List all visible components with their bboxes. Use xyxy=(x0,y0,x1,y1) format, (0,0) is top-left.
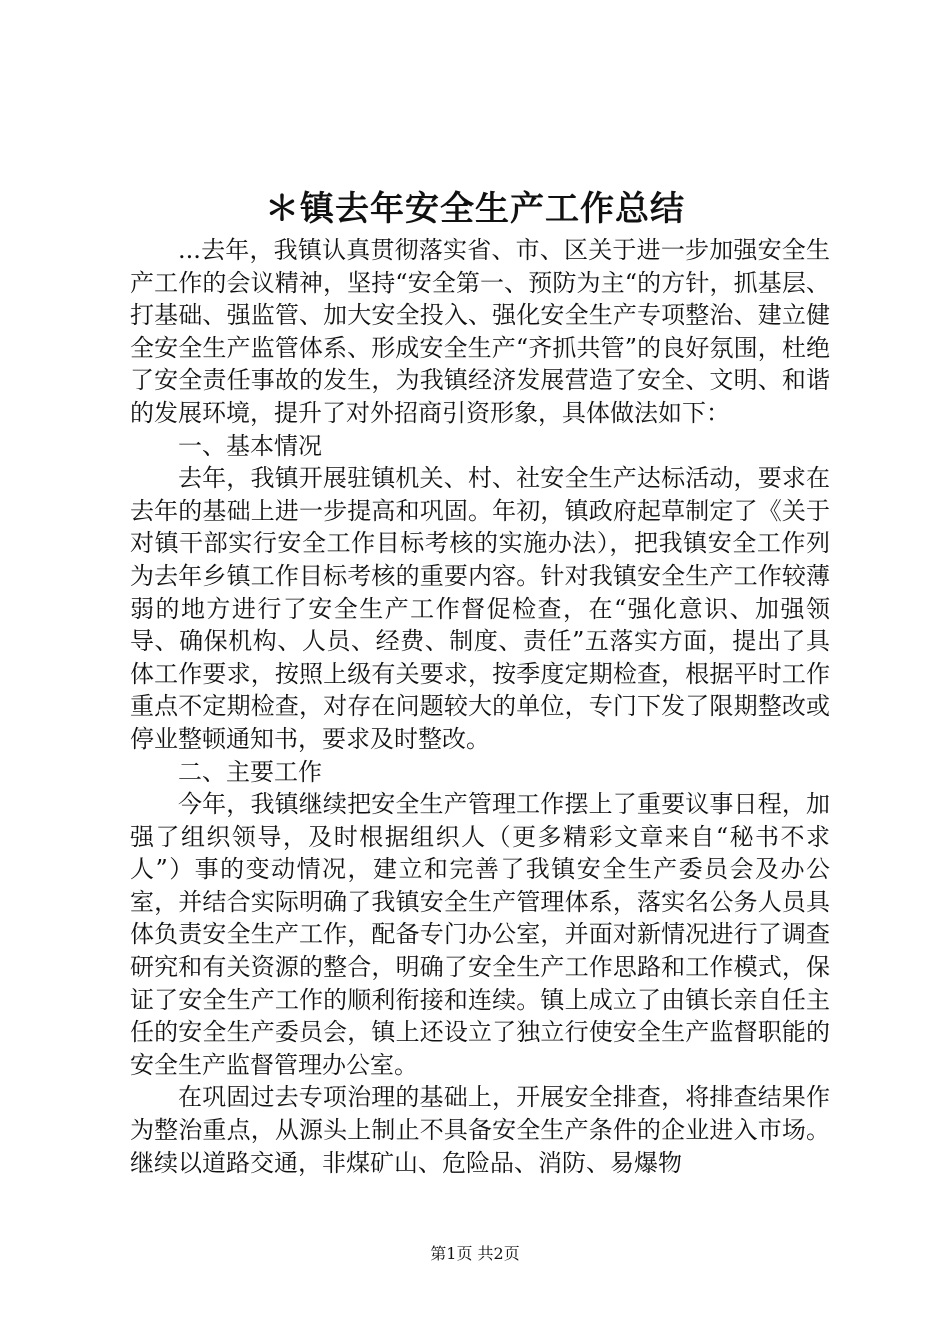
document-title: ＊镇去年安全生产工作总结 xyxy=(265,189,685,229)
paragraph-main-work: 今年，我镇继续把安全生产管理工作摆上了重要议事日程，加强了组织领导，及时根据组织人（更多精彩文章来自“秘书不求人”）事的变动情况，建立和完善了我镇安全生产委员会及办公室，并结合实际明确了我镇安全生产管理体系，落实名公务人员具体负责安全生产工作，配备专门办公室，并面对新情况进行了调查研究和有关资源的整合，明确了安全生产工作思路和工作模式，保证了安全生产工作的顺利衔接和连续。镇上成立了由镇长亲自任主任的安全生产委员会，镇上还设立了独立行使安全生产监督职能的安全生产监督管理办公室。 xyxy=(130,790,830,1079)
paragraph-consolidation: 在巩固过去专项治理的基础上，开展安全排查，将排查结果作为整治重点，从源头上制止不具备安全生产条件的企业进入市场。继续以道路交通，非煤矿山、危险品、消防、易爆物 xyxy=(130,1083,830,1177)
page-footer: 第1页 共2页 xyxy=(430,1244,520,1263)
section-heading-basic-situation: 一、基本情况 xyxy=(178,431,322,460)
document-body xyxy=(130,234,830,1179)
section-heading-main-work: 二、主要工作 xyxy=(178,757,322,786)
paragraph-intro: ...去年，我镇认真贯彻落实省、市、区关于进一步加强安全生产工作的会议精神，坚持“安全第一、预防为主“的方针，抓基层、打基础、强监管、加大安全投入、强化安全生产专项整治、建立健全安全生产监管体系、形成安全生产“齐抓共管”的良好氛围，杜绝了安全责任事故的发生，为我镇经济发展营造了安全、文明、和谐的发展环境，提升了对外招商引资形象，具体做法如下： xyxy=(130,236,830,427)
paragraph-basic-situation: 去年，我镇开展驻镇机关、村、社安全生产达标活动，要求在去年的基础上进一步提高和巩固。年初，镇政府起草制定了《关于对镇干部实行安全工作目标考核的实施办法），把我镇安全工作列为去年乡镇工作目标考核的重要内容。针对我镇安全生产工作较薄弱的地方进行了安全生产工作督促检查，在“强化意识、加强领导、确保机构、人员、经费、制度、责任”五落实方面，提出了具体工作要求，按照上级有关要求，按季度定期检查，根据平时工作重点不定期检查，对存在问题较大的单位，专门下发了限期整改或停业整顿通知书，要求及时整改。 xyxy=(130,464,830,753)
